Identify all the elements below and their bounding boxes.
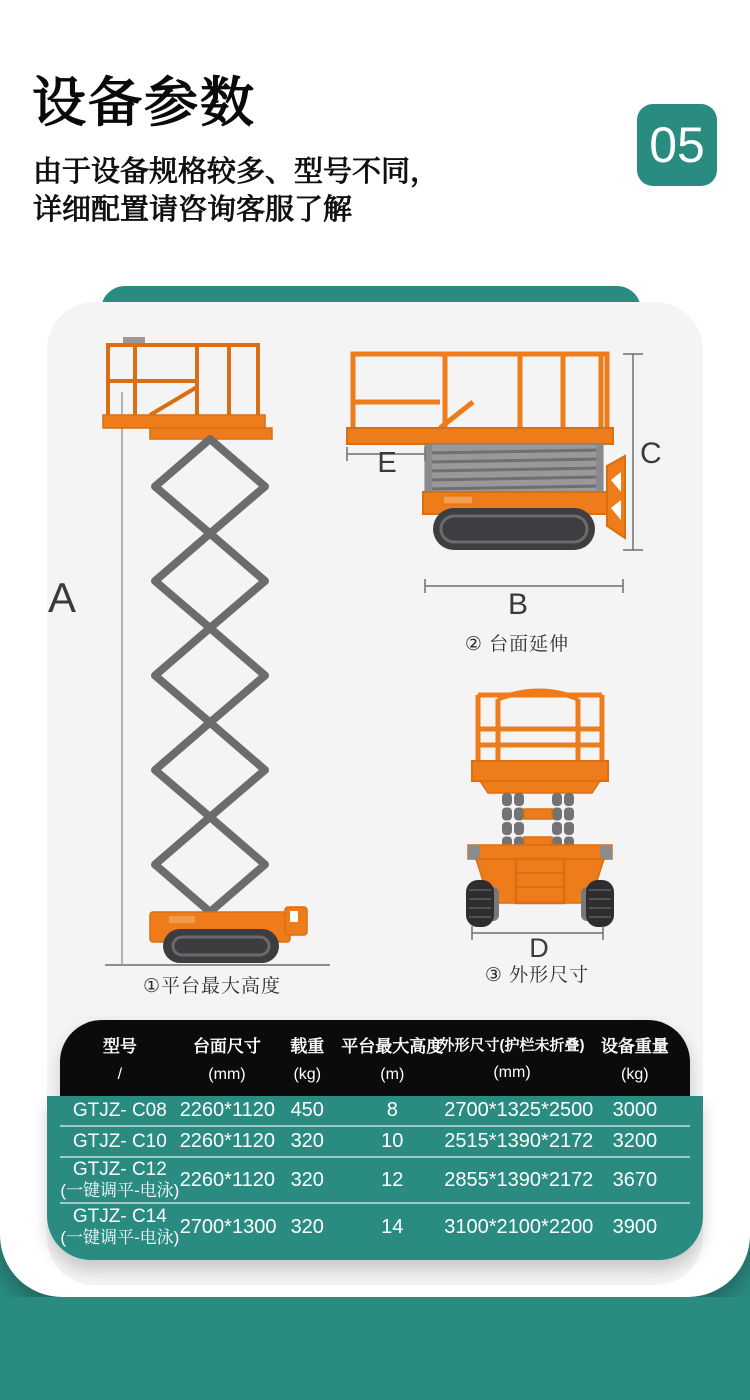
spec-table: [47, 1020, 703, 1260]
caption-overall-size: ③ 外形尺寸: [484, 965, 590, 986]
table-row: [60, 1202, 690, 1250]
cell-weight: 3000: [612, 1099, 658, 1121]
subtitle-line-2: 详细配置请咨询客服了解: [33, 194, 353, 226]
header-cell-deck-size: 台面尺寸 (mm): [192, 1037, 261, 1083]
figure-overall-size-illustration: [450, 675, 660, 975]
dim-label-b: B: [507, 588, 528, 621]
cell-deck-size: 2260*1120: [179, 1168, 275, 1191]
spec-table-body: [47, 1096, 703, 1260]
table-row: [60, 1125, 690, 1156]
cell-overall-size: 3100*2100*2200: [444, 1215, 594, 1238]
footer-band: [0, 1297, 750, 1400]
spec-table-header: [60, 1020, 690, 1096]
dim-label-a: A: [48, 574, 77, 621]
cell-overall-size: 2855*1390*2172: [444, 1168, 594, 1191]
cell-overall-size: 2700*1325*2500: [444, 1099, 594, 1121]
table-row: [60, 1096, 690, 1125]
cell-load: 320: [290, 1168, 324, 1191]
cell-load: 450: [290, 1099, 324, 1121]
header-cell-max-height: 平台最大高度 (m): [341, 1037, 444, 1083]
subtitle: [33, 153, 439, 229]
cell-model: GTJZ- C12 (一键调平-电泳): [60, 1159, 180, 1200]
dim-label-d: D: [529, 933, 549, 963]
cell-weight: 3670: [612, 1168, 658, 1191]
page-number: 05: [649, 117, 705, 173]
cell-load: 320: [290, 1215, 324, 1238]
header-cell-load: 载重 (kg): [290, 1037, 325, 1083]
cell-deck-size: 2700*1300: [179, 1215, 277, 1238]
cell-model: GTJZ- C10: [72, 1131, 167, 1152]
cell-load: 320: [290, 1130, 324, 1152]
cell-deck-size: 2260*1120: [179, 1099, 275, 1121]
cell-deck-size: 2260*1120: [179, 1130, 275, 1152]
cell-overall-size: 2515*1390*2172: [444, 1130, 594, 1152]
page-title: 设备参数: [32, 73, 256, 133]
cell-model: GTJZ- C08: [72, 1100, 167, 1121]
cell-max-height: 14: [381, 1215, 404, 1238]
dim-label-e: E: [377, 447, 397, 479]
caption-extension: ② 台面延伸: [464, 634, 570, 655]
cell-max-height: 12: [381, 1168, 404, 1191]
figure-max-height-illustration: [57, 337, 357, 997]
cell-weight: 3200: [612, 1130, 658, 1152]
cell-weight: 3900: [612, 1215, 658, 1238]
caption-max-height: ①平台最大高度: [142, 976, 282, 997]
cell-model: GTJZ- C14 (一键调平-电泳): [60, 1206, 180, 1247]
cell-max-height: 8: [386, 1099, 398, 1121]
dim-label-c: C: [640, 437, 662, 470]
header-cell-model: 型号 /: [102, 1037, 137, 1083]
page-number-badge: [637, 104, 717, 186]
table-row: [60, 1156, 690, 1202]
cell-max-height: 10: [381, 1130, 404, 1152]
header-cell-overall-size: 外形尺寸(护栏未折叠) (mm): [439, 1037, 585, 1081]
subtitle-line-1: 由于设备规格较多、型号不同，: [33, 156, 440, 188]
header-cell-weight: 设备重量 (kg): [600, 1037, 669, 1083]
